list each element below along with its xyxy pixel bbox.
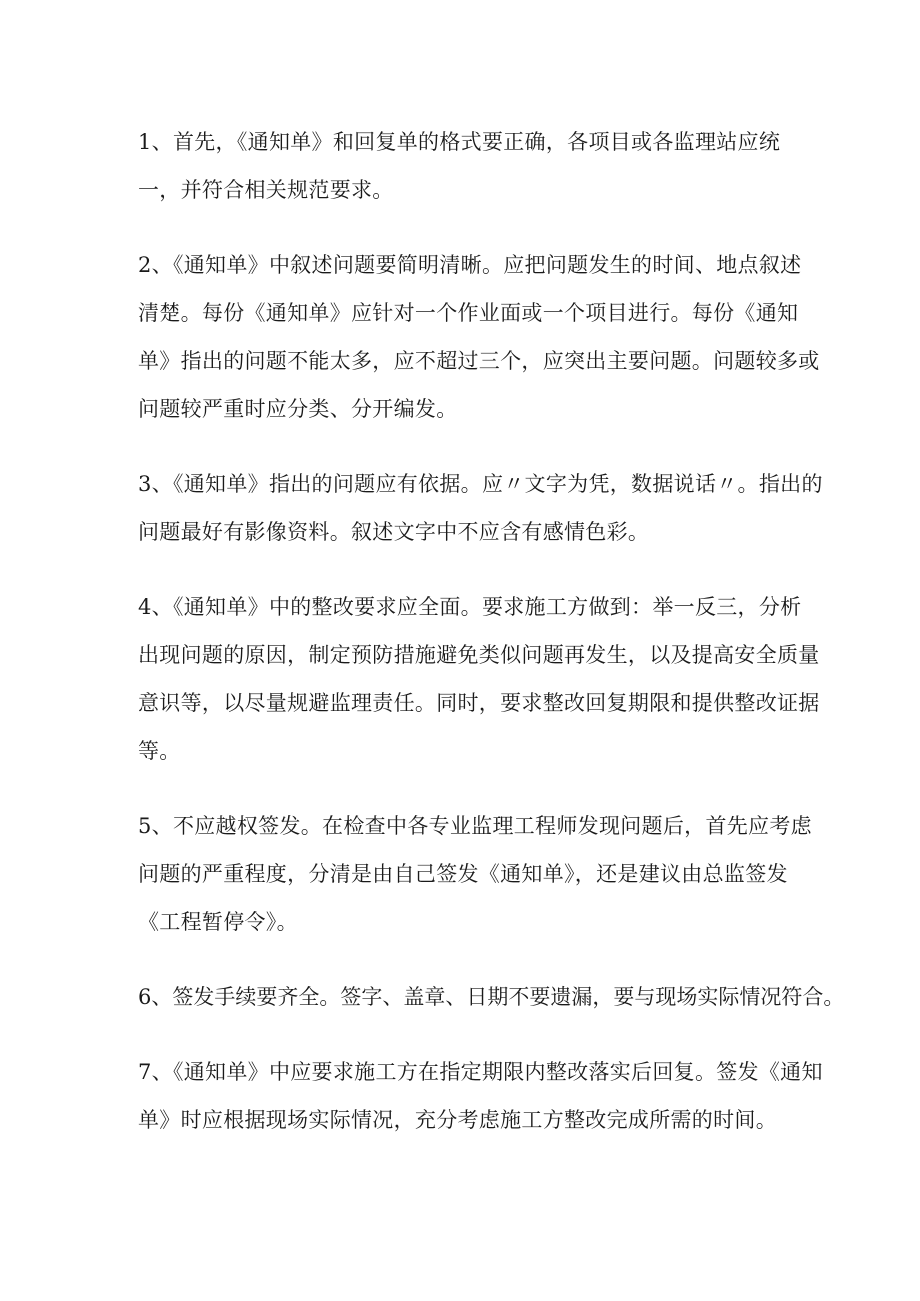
paragraph-line: 《工程暂停令》。 <box>138 910 298 934</box>
paragraph-line: 等。 <box>138 739 181 763</box>
paragraph-line: 2、《通知单》中叙述问题要简明清晰。应把问题发生的时间、地点叙述 <box>138 253 802 277</box>
paragraph-line: 4、《通知单》中的整改要求应全面。要求施工方做到：举一反三，分析 <box>138 595 802 619</box>
paragraph-line: 3、《通知单》指出的问题应有依据。应〃文字为凭，数据说话〃。指出的 <box>138 472 823 496</box>
paragraph-line: 5、不应越权签发。在检查中各专业监理工程师发现问题后，首先应考虑 <box>138 814 812 838</box>
paragraph-line: 清楚。每份《通知单》应针对一个作业面或一个项目进行。每份《通知 <box>138 301 799 325</box>
paragraph-4 <box>138 583 820 775</box>
paragraph-1 <box>138 118 788 214</box>
paragraph-line: 出现问题的原因，制定预防措施避免类似问题再发生，以及提高安全质量 <box>138 643 820 667</box>
paragraph-line: 意识等，以尽量规避监理责任。同时，要求整改回复期限和提供整改证据 <box>138 691 820 715</box>
paragraph-2 <box>138 241 820 433</box>
paragraph-line: 问题的严重程度，分清是由自己签发《通知单》，还是建议由总监签发 <box>138 862 788 886</box>
paragraph-7 <box>138 1048 823 1144</box>
document-page <box>138 118 845 1171</box>
paragraph-line: 一，并符合相关规范要求。 <box>138 178 394 202</box>
paragraph-line: 问题最好有影像资料。叙述文字中不应含有感情色彩。 <box>138 520 650 544</box>
paragraph-5 <box>138 802 812 946</box>
paragraph-3 <box>138 460 823 556</box>
paragraph-6 <box>138 973 845 1021</box>
paragraph-line: 7、《通知单》中应要求施工方在指定期限内整改落实后回复。签发《通知 <box>138 1060 823 1084</box>
paragraph-line: 问题较严重时应分类、分开编发。 <box>138 397 458 421</box>
paragraph-line: 单》指出的问题不能太多，应不超过三个，应突出主要问题。问题较多或 <box>138 349 820 373</box>
paragraph-line: 6、签发手续要齐全。签字、盖章、日期不要遗漏，要与现场实际情况符合。 <box>138 985 845 1009</box>
paragraph-line: 单》时应根据现场实际情况，充分考虑施工方整改完成所需的时间。 <box>138 1108 777 1132</box>
paragraph-line: 1、首先，《通知单》和回复单的格式要正确，各项目或各监理站应统 <box>138 130 781 154</box>
